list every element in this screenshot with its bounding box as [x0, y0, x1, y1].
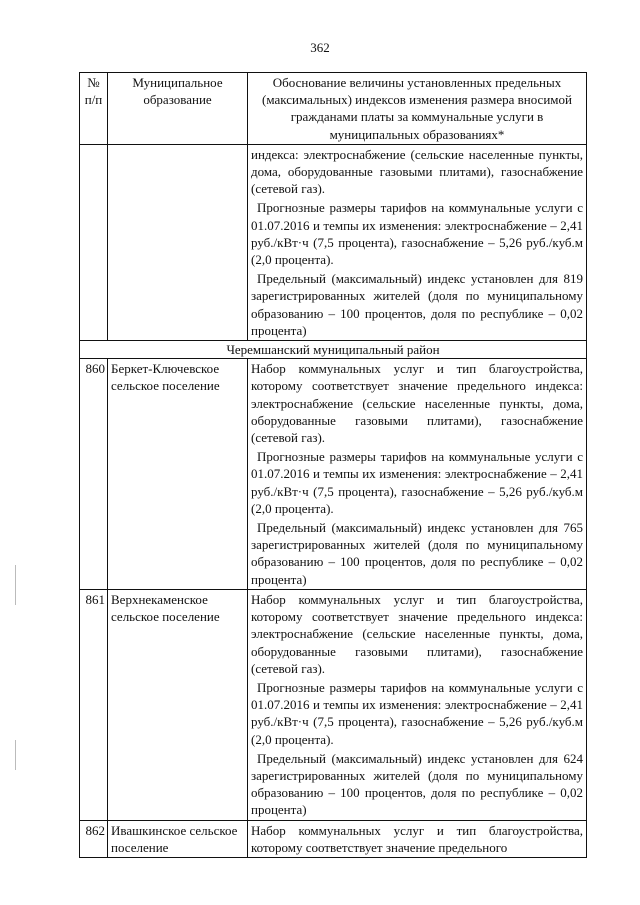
- row-municipality: Верхнекаменское сельское поселение: [108, 589, 248, 820]
- justification-residents: Предельный (максимальный) индекс установлен для 624 зарегистрированных жителей (доля по муниципальному образованию – 100 процентов, доля по республике – 0,02 процента): [251, 750, 583, 818]
- justification-residents: Предельный (максимальный) индекс установлен для 765 зарегистрированных жителей (доля по муниципальному образованию – 100 процентов, доля по республике – 0,02 процента): [251, 520, 583, 587]
- table-row: [80, 589, 587, 820]
- justification-services: Набор коммунальных услуг и тип благоустройства, которому соответствует значение предельного индекса: электроснабжение (сельские населенные пункты, дома, оборудованные газовыми плитами), газоснабжение (сетевой газ).: [251, 591, 583, 676]
- cell-number: [80, 144, 108, 340]
- header-justification: Обоснование величины установленных предельных (максимальных) индексов изменения размера вносимой гражданами платы за коммунальные услуги в муниципальных образованиях*: [248, 73, 587, 145]
- scan-margin-mark: [15, 740, 16, 770]
- table-header-row: [80, 73, 587, 145]
- justification-services: Набор коммунальных услуг и тип благоустройства, которому соответствует значение предельного индекса: электроснабжение (сельские населенные пункты, дома, оборудованные газовыми плитами), газоснабжение (сетевой газ).: [251, 361, 583, 446]
- row-number: 861: [80, 589, 108, 820]
- justification-services: индекса: электроснабжение (сельские населенные пункты, дома, оборудованные газовыми плитами), газоснабжение (сетевой газ).: [251, 146, 583, 197]
- district-title: Черемшанский муниципальный район: [80, 341, 587, 359]
- row-justification: [248, 359, 587, 590]
- cell-municipality: [108, 144, 248, 340]
- row-justification: [248, 589, 587, 820]
- district-row: [80, 341, 587, 359]
- table-row: [80, 359, 587, 590]
- page-number: 362: [310, 40, 330, 55]
- justification-tariffs: Прогнозные размеры тарифов на коммунальные услуги с 01.07.2016 и темпы их изменения: электроснабжение – 2,41 руб./кВт·ч (7,5 процента), газоснабжение – 5,26 руб./куб.м (2,0 процента).: [251, 449, 583, 516]
- table-row-continuation: [80, 144, 587, 340]
- justification-residents: Предельный (максимальный) индекс установлен для 819 зарегистрированных жителей (доля по муниципальному образованию – 100 процентов, доля по республике – 0,02 процента): [251, 271, 583, 338]
- justification-tariffs: Прогнозные размеры тарифов на коммунальные услуги с 01.07.2016 и темпы их изменения: электроснабжение – 2,41 руб./кВт·ч (7,5 процента), газоснабжение – 5,26 руб./куб.м (2,0 процента).: [251, 679, 583, 747]
- cell-justification: [248, 144, 587, 340]
- row-number: 862: [80, 820, 108, 857]
- header-municipality: Муниципальное образование: [108, 73, 248, 145]
- row-justification: [248, 820, 587, 857]
- row-municipality: Ивашкинское сельское поселение: [108, 820, 248, 857]
- table-row: [80, 820, 587, 857]
- tariff-table: [79, 72, 587, 858]
- header-number: № п/п: [80, 73, 108, 145]
- justification-services: Набор коммунальных услуг и тип благоустройства, которому соответствует значение предельного: [251, 822, 583, 855]
- scan-margin-mark: [15, 565, 16, 605]
- row-municipality: Беркет-Ключевское сельское поселение: [108, 359, 248, 590]
- justification-tariffs: Прогнозные размеры тарифов на коммунальные услуги с 01.07.2016 и темпы их изменения: электроснабжение – 2,41 руб./кВт·ч (7,5 процента), газоснабжение – 5,26 руб./куб.м (2,0 процента).: [251, 200, 583, 268]
- row-number: 860: [80, 359, 108, 590]
